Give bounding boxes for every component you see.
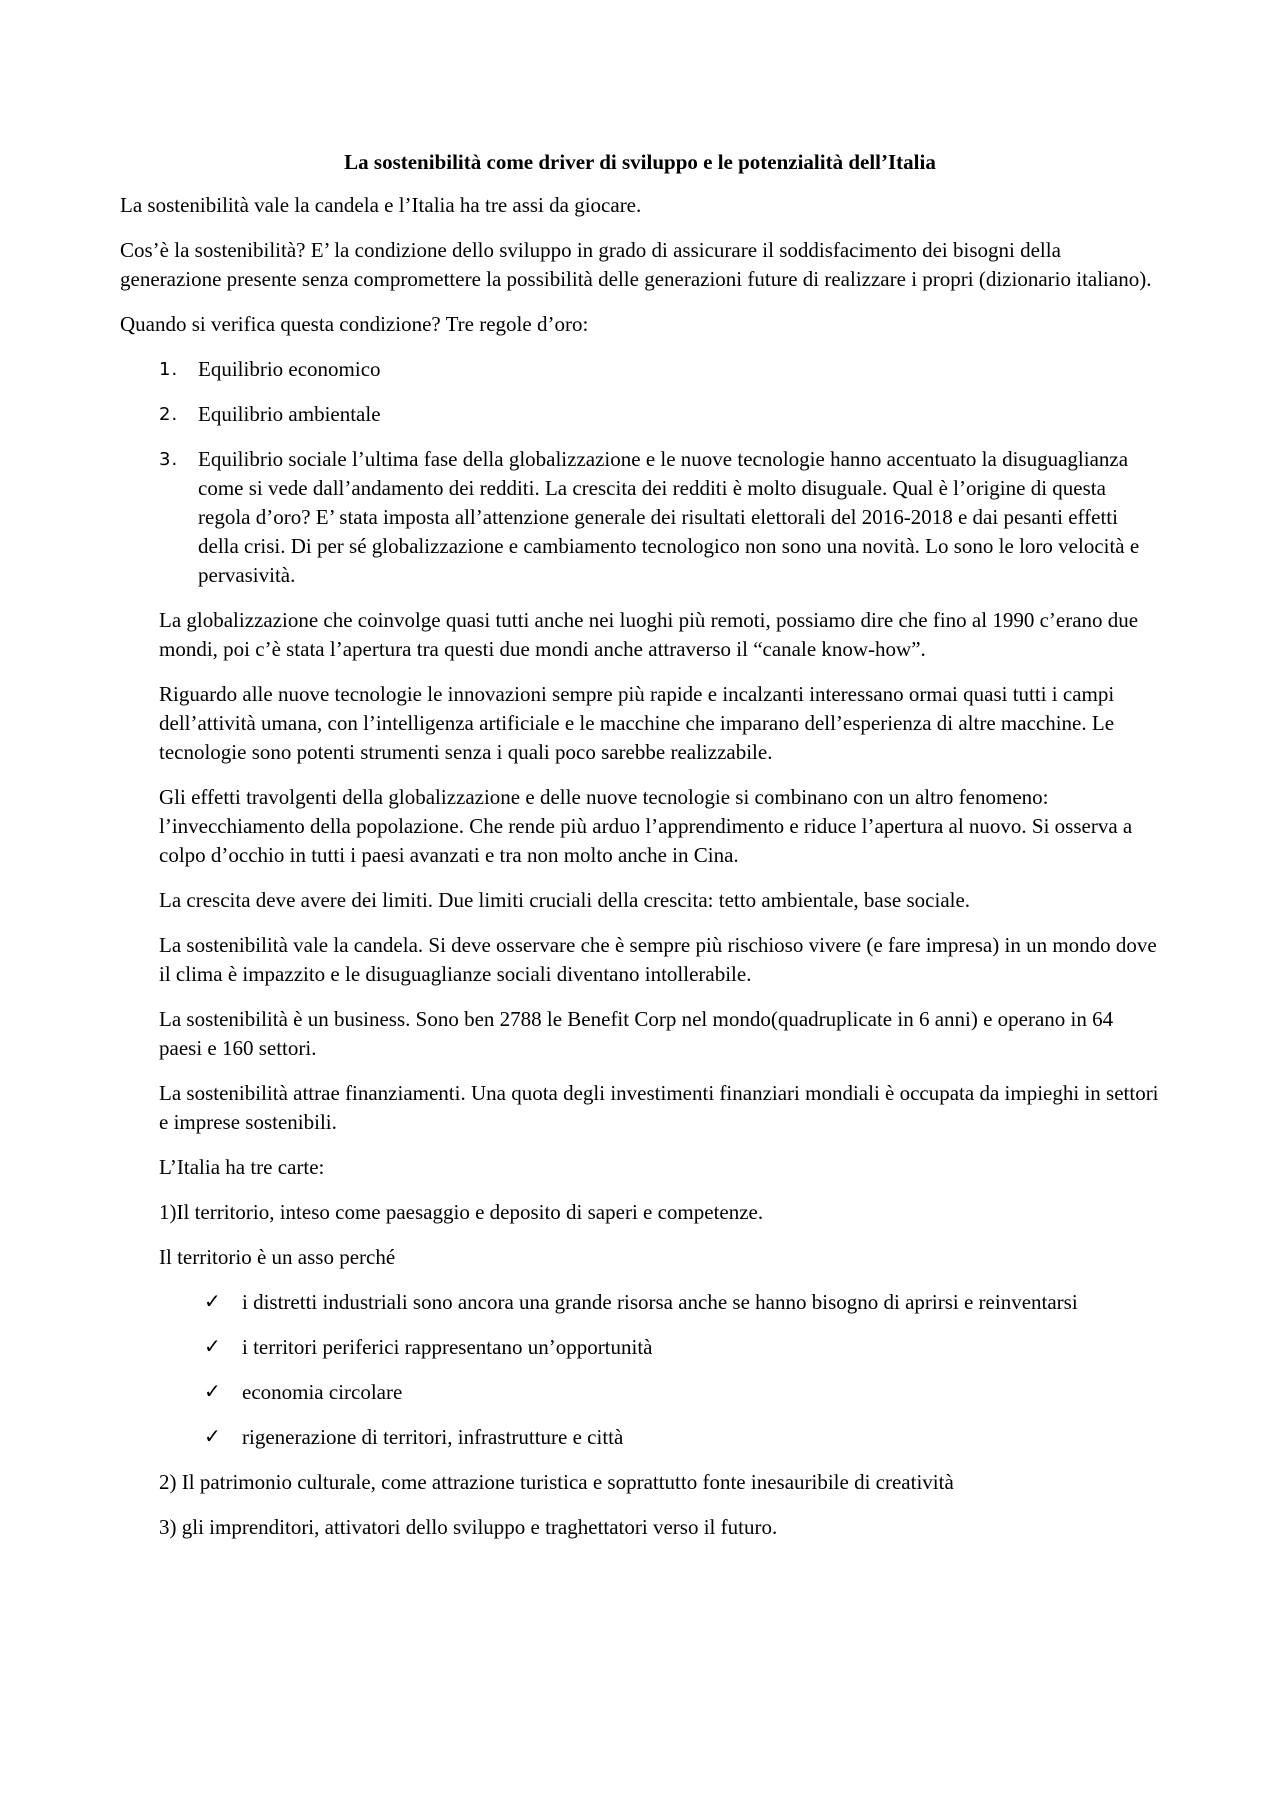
list-item-text: Equilibrio sociale l’ultima fase della globalizzazione e le nuove tecnologie hanno accentuato la disuguaglianza come si vede dall’andamento dei redditi. La crescita dei redditi è molto disuguale. Qual è l’origine di questa regola d’oro? E’ stata imposta all’attenzione generale dei risultati elettorali del 2016-2018 e dai pesanti effetti della crisi. Di per sé globalizzazione e cambiamento tecnologico non sono una novità. Lo sono le loro velocità e pervasività. [198,447,1140,587]
golden-rules-list [120,355,1160,590]
globalization-paragraph: La globalizzazione che coinvolge quasi tutti anche nei luoghi più remoti, possiamo dire che fino al 1990 c’erano due mondi, poi c’è stata l’apertura tra questi due mondi anche attraverso il “canale know-how”. [159,608,1139,661]
list-item [120,400,1160,429]
growth-limits-paragraph: La crescita deve avere dei limiti. Due limiti cruciali della crescita: tetto ambientale, base sociale. [159,888,971,912]
territory-ace-paragraph: Il territorio è un asso perché [159,1245,396,1269]
list-item [120,1423,1160,1452]
list-number: 3. [159,449,179,470]
list-number: 1. [159,359,179,380]
entrepreneurs-paragraph: 3) gli imprenditori, attivatori dello sviluppo e traghettatori verso il futuro. [159,1515,778,1539]
checkmark-icon: ✓ [204,1379,221,1403]
list-number: 2. [159,404,179,425]
aging-paragraph: Gli effetti travolgenti della globalizzazione e delle nuove tecnologie si combinano con un altro fenomeno: l’invecchiamento della popolazione. Che rende più arduo l’apprendimento e riduce l’apertura al nuovo. Si osserva a colpo d’occhio in tutti i paesi avanzati e tra non molto anche in Cina. [159,785,1133,867]
list-item [120,1378,1160,1407]
territory-paragraph: 1)Il territorio, inteso come paesaggio e deposito di saperi e competenze. [159,1200,764,1224]
checkmark-icon: ✓ [204,1289,221,1313]
list-item [120,445,1160,590]
worth-it-paragraph: La sostenibilità vale la candela. Si deve osservare che è sempre più rischioso vivere (e fare impresa) in un mondo dove il clima è impazzito e le disuguaglianze sociali diventano intollerabile. [159,933,1157,986]
list-item-text: rigenerazione di territori, infrastrutture e città [242,1425,624,1449]
list-item [120,355,1160,384]
list-item-text: Equilibrio ambientale [198,402,381,426]
list-item [120,1288,1160,1317]
technology-paragraph: Riguardo alle nuove tecnologie le innovazioni sempre più rapide e incalzanti interessano ormai quasi tutti i campi dell’attività umana, con l’intelligenza artificiale e le macchine che imparano dell’esperienza di altre macchine. Le tecnologie sono potenti strumenti senza i quali poco sarebbe realizzabile. [159,682,1115,764]
territory-checklist [120,1288,1160,1452]
list-item [120,1333,1160,1362]
cultural-heritage-paragraph: 2) Il patrimonio culturale, come attrazione turistica e soprattutto fonte inesauribile di creatività [159,1470,954,1494]
checkmark-icon: ✓ [204,1334,221,1358]
list-item-text: economia circolare [242,1380,403,1404]
definition-paragraph: Cos’è la sostenibilità? E’ la condizione dello sviluppo in grado di assicurare il soddisfacimento dei bisogni della generazione presente senza compromettere la possibilità delle generazioni future di realizzare i propri (dizionario italiano). [120,238,1152,291]
document-body [120,148,1160,1558]
document-title: La sostenibilità come driver di sviluppo e le potenzialità dell’Italia [344,150,936,174]
rules-question: Quando si verifica questa condizione? Tre regole d’oro: [120,312,589,336]
list-item-text: Equilibrio economico [198,357,381,381]
business-paragraph: La sostenibilità è un business. Sono ben 2788 le Benefit Corp nel mondo(quadruplicate in 6 anni) e operano in 64 paesi e 160 settori. [159,1007,1114,1060]
three-cards-paragraph: L’Italia ha tre carte: [159,1155,325,1179]
list-item-text: i territori periferici rappresentano un’opportunità [242,1335,653,1359]
intro-paragraph: La sostenibilità vale la candela e l’Italia ha tre assi da giocare. [120,193,642,217]
checkmark-icon: ✓ [204,1424,221,1448]
list-item-text: i distretti industriali sono ancora una grande risorsa anche se hanno bisogno di aprirsi e reinventarsi [242,1290,1078,1314]
finance-paragraph: La sostenibilità attrae finanziamenti. Una quota degli investimenti finanziari mondiali è occupata da impieghi in settori e imprese sostenibili. [159,1081,1159,1134]
